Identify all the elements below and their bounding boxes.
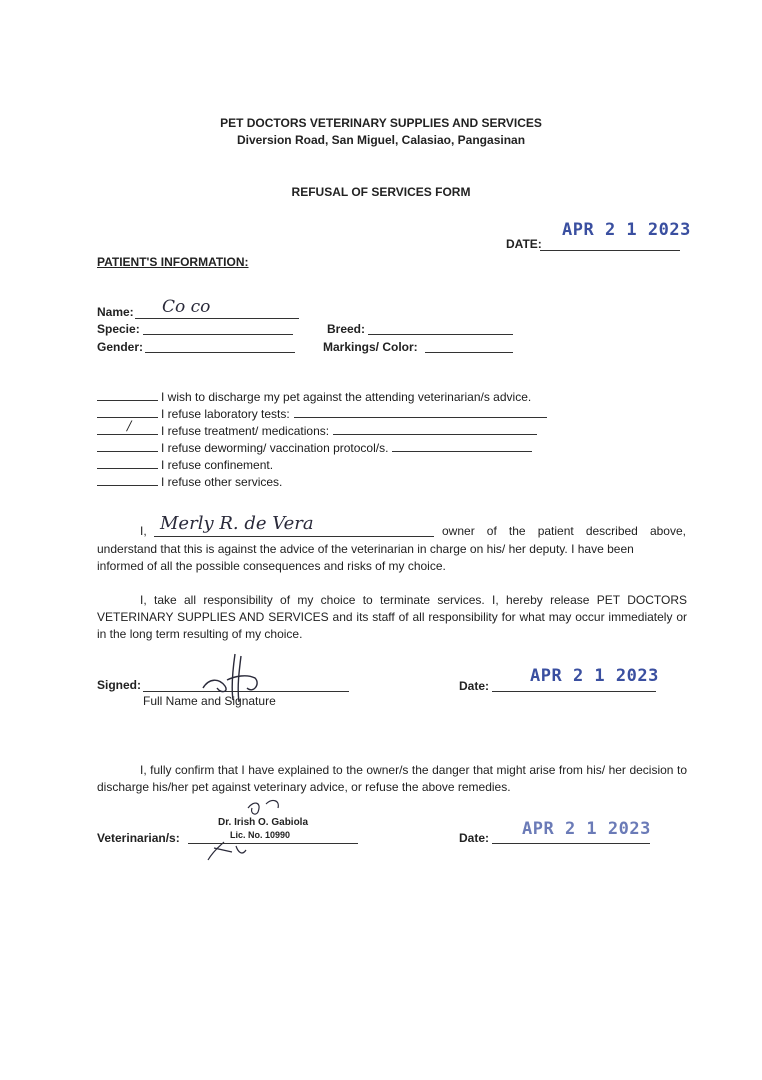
responsibility-paragraph: I, take all responsibility of my choice to terminate services. I, hereby release PET DOCTORS VETERINARY SUPPLIES AND SERVICES and its staff of all responsibility for what may occur immediately or in the long term resulting of my choice. xyxy=(97,593,687,641)
refusal-check-blank[interactable] xyxy=(97,474,158,486)
refusal-text: I refuse confinement. xyxy=(161,458,274,472)
refusal-check-blank[interactable] xyxy=(97,440,158,452)
markings-label: Markings/ Color: xyxy=(323,340,418,354)
company-name: PET DOCTORS VETERINARY SUPPLIES AND SERVICES xyxy=(220,116,542,130)
breed-line xyxy=(368,334,513,335)
date-line xyxy=(540,250,680,251)
signed-label: Signed: xyxy=(97,678,141,692)
vet-label: Veterinarian/s: xyxy=(97,831,180,845)
check-mark: / xyxy=(127,419,132,434)
refusal-item-discharge xyxy=(97,389,531,405)
signed-date-line xyxy=(492,691,656,692)
owner-prefix: I, xyxy=(140,524,147,538)
refusal-text: I refuse deworming/ vaccination protocol/s. xyxy=(161,441,389,455)
refusal-detail-line xyxy=(333,423,537,435)
gender-line xyxy=(145,352,295,353)
refusal-text: I wish to discharge my pet against the attending veterinarian/s advice. xyxy=(161,390,532,404)
owner-line3: informed of all the possible consequences and risks of my choice. xyxy=(97,559,446,573)
markings-line xyxy=(425,352,513,353)
patient-name-value: Co co xyxy=(162,297,211,317)
vet-date-stamp: APR 2 1 2023 xyxy=(522,819,651,839)
refusal-text: I refuse other services. xyxy=(161,475,283,489)
owner-name-line xyxy=(154,536,434,537)
vet-line xyxy=(188,843,358,844)
name-line xyxy=(135,318,299,319)
refusal-detail-line xyxy=(392,440,532,452)
vet-name: Dr. Irish O. Gabiola xyxy=(218,817,309,828)
vet-license: Lic. No. 10990 xyxy=(230,830,291,840)
breed-label: Breed: xyxy=(327,322,366,336)
date-stamp: APR 2 1 2023 xyxy=(562,220,691,240)
vet-date-label: Date: xyxy=(459,831,490,845)
vet-statement: I, fully confirm that I have explained to the owner/s the danger that might arise from his/ her decision to discharge his/her pet against veterinary advice, or refuse the above remedies. xyxy=(97,763,687,794)
owner-line2: understand that this is against the advice of the veterinarian in charge on his/ her deputy. I have been xyxy=(97,542,634,556)
refusal-item-treatment xyxy=(97,419,537,439)
refusal-item-deworming xyxy=(97,440,532,456)
vet-date-line xyxy=(492,843,650,844)
specie-line xyxy=(143,334,293,335)
refusal-item-other xyxy=(97,474,282,490)
company-address: Diversion Road, San Miguel, Calasiao, Pangasinan xyxy=(236,133,526,147)
signature-caption: Full Name and Signature xyxy=(143,694,276,708)
vet-signature-image xyxy=(200,790,310,870)
refusal-text: I refuse laboratory tests: xyxy=(161,407,290,421)
form-title: REFUSAL OF SERVICES FORM xyxy=(291,185,471,199)
owner-name-handwritten: Merly R. de Vera xyxy=(160,513,314,534)
patient-section-title: PATIENT'S INFORMATION: xyxy=(97,255,249,269)
name-label: Name: xyxy=(97,305,134,319)
refusal-check-blank[interactable] xyxy=(97,389,158,401)
refusal-item-lab-tests xyxy=(97,406,547,422)
refusal-text: I refuse treatment/ medications: xyxy=(161,424,330,438)
refusal-item-confinement xyxy=(97,457,273,473)
gender-label: Gender: xyxy=(97,340,144,354)
date-label: DATE: xyxy=(506,237,542,251)
refusal-check-blank[interactable] xyxy=(97,457,158,469)
signed-date-stamp: APR 2 1 2023 xyxy=(530,666,659,686)
specie-label: Specie: xyxy=(97,322,140,336)
owner-line1-suffix: owner of the patient described above, xyxy=(442,524,686,538)
refusal-check-blank[interactable] xyxy=(97,419,158,435)
refusal-check-blank[interactable] xyxy=(97,406,158,418)
signed-date-label: Date: xyxy=(459,679,490,693)
refusal-detail-line xyxy=(294,406,547,418)
